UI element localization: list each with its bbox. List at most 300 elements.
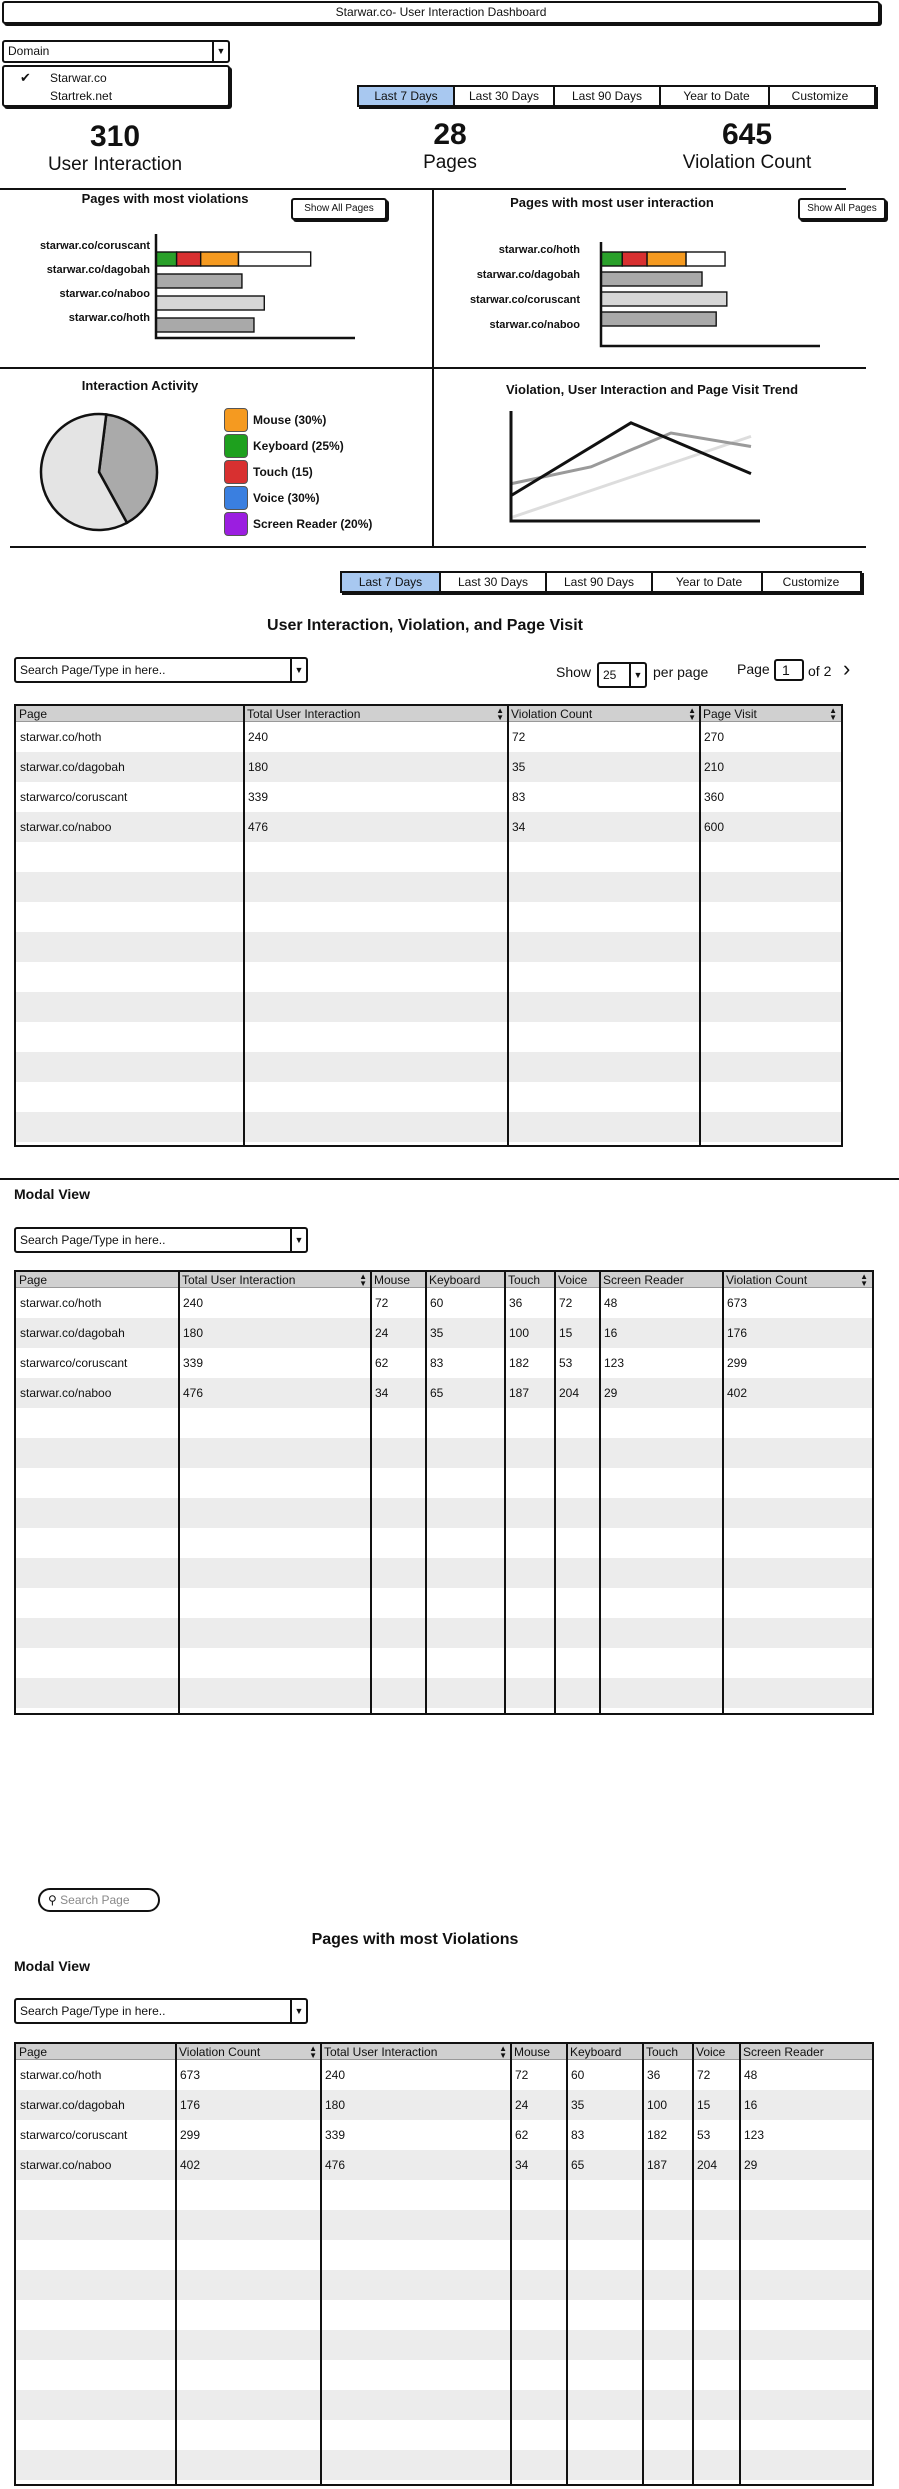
table-cell	[643, 2390, 693, 2420]
sort-icon[interactable]: ▲ ▼	[688, 706, 696, 721]
table-row[interactable]	[16, 2330, 872, 2360]
table-cell: 16	[604, 1326, 618, 1340]
table-cell	[371, 1588, 426, 1618]
table-cell	[555, 1528, 600, 1558]
table-cell: 210	[704, 760, 725, 774]
table-cell	[693, 2180, 740, 2210]
table-row[interactable]	[16, 962, 841, 992]
table-cell	[723, 1708, 872, 1715]
table-cell: 83	[512, 790, 526, 804]
chevron-down-icon[interactable]: ▼	[290, 1229, 306, 1251]
show-all-pages-button[interactable]: Show All Pages	[798, 198, 886, 220]
legend-swatch	[224, 434, 248, 458]
table-cell	[511, 2360, 567, 2390]
table-cell	[371, 1708, 426, 1715]
legend-label: Screen Reader (20%)	[253, 517, 373, 531]
column-header[interactable]	[179, 1272, 371, 1287]
column-header-label: Voice	[558, 1272, 588, 1287]
filter-last-30-days[interactable]: Last 30 Days	[455, 87, 555, 105]
table-cell	[16, 1142, 244, 1147]
table-cell	[700, 992, 841, 1022]
legend-label: Keyboard (25%)	[253, 439, 344, 453]
column-header-label: Keyboard	[570, 2044, 622, 2059]
table-cell: 53	[697, 2128, 711, 2142]
table-row[interactable]	[16, 2360, 872, 2390]
table-cell	[511, 2210, 567, 2240]
domain-select[interactable]	[2, 40, 230, 63]
legend-item	[224, 511, 424, 537]
table-cell	[371, 1618, 426, 1648]
bar-segment	[686, 252, 725, 266]
table-row[interactable]	[16, 2120, 872, 2150]
table-body	[16, 2060, 872, 2486]
column-header[interactable]	[244, 706, 508, 721]
table-cell: 476	[325, 2158, 346, 2172]
table-cell: 53	[559, 1356, 573, 1370]
column-header	[371, 1272, 426, 1287]
table-cell	[244, 842, 508, 872]
column-divider	[504, 1272, 506, 1713]
table-cell	[16, 1708, 179, 1715]
table-cell: 35	[512, 760, 526, 774]
table-cell: 34	[515, 2158, 529, 2172]
column-header	[643, 2044, 693, 2059]
table-cell	[321, 2450, 511, 2480]
table-cell	[567, 2270, 643, 2300]
bar-segment	[239, 252, 311, 266]
column-header[interactable]	[508, 706, 700, 721]
table-cell	[179, 1408, 371, 1438]
column-header	[511, 2044, 567, 2059]
filter-year-to-date[interactable]: Year to Date	[657, 573, 763, 591]
table-cell	[16, 1112, 244, 1142]
table-cell	[700, 1112, 841, 1142]
table-row[interactable]	[16, 992, 841, 1022]
sort-icon[interactable]: ▲ ▼	[496, 706, 504, 721]
table-row[interactable]	[16, 1348, 872, 1378]
bar-label: starwar.co/hoth	[498, 244, 580, 256]
table-cell	[723, 1678, 872, 1708]
table-cell	[740, 2420, 872, 2450]
filter-customize[interactable]: Customize	[782, 575, 840, 589]
table-cell: 240	[183, 1296, 204, 1310]
table-cell	[643, 2210, 693, 2240]
modal-view-table	[14, 1270, 874, 1715]
table-cell: 60	[571, 2068, 585, 2082]
column-header[interactable]	[723, 1272, 872, 1287]
table-cell	[693, 2270, 740, 2300]
table-cell	[179, 1618, 371, 1648]
search-page-pill[interactable]	[38, 1888, 160, 1912]
table-cell	[740, 2360, 872, 2390]
table-cell	[16, 1498, 179, 1528]
search-page-select[interactable]	[14, 1227, 308, 1253]
table-cell	[16, 1618, 179, 1648]
table-row[interactable]	[16, 2150, 872, 2180]
domain-option-starwar[interactable]	[8, 69, 224, 87]
table-cell	[555, 1618, 600, 1648]
column-divider	[243, 706, 245, 1145]
column-header	[16, 1272, 179, 1287]
column-header	[426, 1272, 505, 1287]
table-row[interactable]	[16, 1528, 872, 1558]
table-cell: starwarco/coruscant	[20, 790, 128, 804]
table-cell	[643, 2300, 693, 2330]
table-cell	[16, 1528, 179, 1558]
table-row[interactable]	[16, 1142, 841, 1147]
table-cell	[600, 1648, 723, 1678]
table-cell: starwar.co/hoth	[20, 2068, 102, 2082]
table-cell: 673	[727, 1296, 748, 1310]
table-cell	[723, 1618, 872, 1648]
table-cell: 100	[509, 1326, 530, 1340]
page-number-input[interactable]: 1	[774, 659, 804, 681]
bar-segment	[177, 252, 201, 266]
table-cell	[16, 1558, 179, 1588]
table-cell	[511, 2330, 567, 2360]
table-row[interactable]	[16, 2180, 872, 2210]
table-row[interactable]	[16, 872, 841, 902]
table-row[interactable]	[16, 1022, 841, 1052]
table-cell	[555, 1558, 600, 1588]
stat-value: 310	[89, 120, 141, 153]
table-cell: 72	[515, 2068, 529, 2082]
table-cell	[723, 1558, 872, 1588]
table-cell	[16, 902, 244, 932]
table-header	[16, 2044, 872, 2060]
domain-option-label: Startrek.net	[50, 89, 113, 103]
table-row[interactable]	[16, 2420, 872, 2450]
table-cell	[16, 932, 244, 962]
table-cell: 182	[647, 2128, 668, 2142]
sort-icon[interactable]: ▲ ▼	[309, 2044, 317, 2059]
table-cell	[16, 962, 244, 992]
column-divider	[699, 706, 701, 1145]
sort-icon[interactable]: ▲ ▼	[829, 706, 837, 721]
table-cell	[508, 932, 700, 962]
column-header	[600, 1272, 723, 1287]
filter-last-30-days[interactable]: Last 30 Days	[441, 573, 547, 591]
table-cell	[179, 1528, 371, 1558]
table-cell: 270	[704, 730, 725, 744]
stat-label: Pages	[423, 152, 477, 173]
table-cell: starwar.co/dagobah	[20, 1326, 125, 1340]
table-cell	[555, 1708, 600, 1715]
table-cell: 29	[604, 1386, 618, 1400]
table-cell	[176, 2360, 321, 2390]
table-row[interactable]	[16, 1498, 872, 1528]
stat-label: User Interaction	[47, 154, 183, 175]
per-page-select[interactable]	[597, 662, 647, 688]
table-row[interactable]	[16, 1648, 872, 1678]
table-cell	[176, 2300, 321, 2330]
show-all-pages-button[interactable]: Show All Pages	[291, 198, 387, 220]
table-cell	[505, 1618, 555, 1648]
table-row[interactable]	[16, 1678, 872, 1708]
bar-segment	[156, 274, 242, 288]
table-cell	[16, 992, 244, 1022]
domain-option-startrek[interactable]	[8, 87, 224, 105]
trend-series-line	[511, 423, 751, 496]
table-row[interactable]	[16, 1318, 872, 1348]
table-row[interactable]	[16, 932, 841, 962]
overview-table	[14, 704, 843, 1147]
table-row[interactable]	[16, 752, 841, 782]
table-cell	[700, 932, 841, 962]
page-of-label: of 2	[808, 663, 832, 679]
filter-last-90-days[interactable]: Last 90 Days	[547, 573, 653, 591]
table-cell	[643, 2270, 693, 2300]
table-cell: 15	[559, 1326, 573, 1340]
search-page-select[interactable]	[14, 1998, 308, 2024]
table-cell	[426, 1678, 505, 1708]
table-row[interactable]	[16, 1558, 872, 1588]
table-cell: 476	[183, 1386, 204, 1400]
table-cell: 35	[571, 2098, 585, 2112]
filter-year-to-date[interactable]: Year to Date	[665, 87, 770, 105]
table-cell	[426, 1438, 505, 1468]
search-page-select[interactable]	[14, 657, 308, 683]
table-cell	[176, 2450, 321, 2480]
table-cell: 48	[744, 2068, 758, 2082]
table-cell	[371, 1438, 426, 1468]
column-header-label: Violation Count	[726, 1272, 808, 1287]
table-row[interactable]	[16, 902, 841, 932]
modal-view-title: Modal View	[14, 1958, 90, 1974]
table-cell	[723, 1528, 872, 1558]
domain-select-label: Domain	[8, 44, 50, 58]
table-cell	[505, 1528, 555, 1558]
table-cell	[508, 962, 700, 992]
table-cell	[723, 1588, 872, 1618]
table-cell	[567, 2330, 643, 2360]
table-cell	[16, 1468, 179, 1498]
table-row[interactable]	[16, 2210, 872, 2240]
table-cell	[426, 1528, 505, 1558]
table-cell: 180	[183, 1326, 204, 1340]
table-row[interactable]	[16, 2390, 872, 2420]
table-row[interactable]	[16, 1378, 872, 1408]
table-row[interactable]	[16, 1438, 872, 1468]
table-cell	[555, 1678, 600, 1708]
table-cell	[176, 2480, 321, 2486]
trend-line-chart	[505, 405, 765, 525]
column-header	[740, 2044, 872, 2059]
column-header-label: Violation Count	[179, 2044, 261, 2059]
column-header	[16, 706, 244, 721]
table-cell	[16, 842, 244, 872]
legend-swatch	[224, 512, 248, 536]
panel-title-interaction: Pages with most user interaction	[510, 195, 714, 210]
table-cell	[16, 1052, 244, 1082]
table-cell	[567, 2180, 643, 2210]
table-cell	[176, 2420, 321, 2450]
table-cell	[16, 1648, 179, 1678]
table-row[interactable]	[16, 1288, 872, 1318]
table-cell	[371, 1498, 426, 1528]
table-cell: 35	[430, 1326, 444, 1340]
table-cell: 176	[180, 2098, 201, 2112]
table-cell: 24	[375, 1326, 389, 1340]
bar-label: starwar.co/coruscant	[469, 294, 580, 306]
table-cell: starwar.co/dagobah	[20, 2098, 125, 2112]
table-cell	[505, 1408, 555, 1438]
table-cell	[426, 1648, 505, 1678]
table-cell: 339	[248, 790, 269, 804]
stat-user-interaction	[20, 120, 210, 176]
column-divider	[692, 2044, 694, 2484]
table-cell	[511, 2300, 567, 2330]
table-cell	[723, 1648, 872, 1678]
table-cell	[600, 1558, 723, 1588]
legend-label: Voice (30%)	[253, 491, 320, 505]
chevron-down-icon[interactable]: ▼	[629, 664, 645, 686]
next-page-icon[interactable]: ›	[843, 656, 851, 681]
table-row[interactable]	[16, 1082, 841, 1112]
table-cell: 182	[509, 1356, 530, 1370]
sort-icon[interactable]: ▲ ▼	[860, 1272, 868, 1287]
table-cell: starwarco/coruscant	[20, 1356, 128, 1370]
table-cell	[16, 2180, 176, 2210]
sort-icon[interactable]: ▲ ▼	[359, 1272, 367, 1287]
table-cell: 29	[744, 2158, 758, 2172]
table-cell	[244, 872, 508, 902]
filter-last-7-days[interactable]: Last 7 Days	[342, 573, 441, 591]
bar-label: starwar.co/hoth	[68, 312, 150, 324]
table-cell	[740, 2390, 872, 2420]
column-header-label: Screen Reader	[743, 2044, 824, 2059]
table-cell: starwarco/coruscant	[20, 2128, 128, 2142]
bar-segment	[156, 296, 264, 310]
legend-swatch	[224, 486, 248, 510]
table-cell	[693, 2240, 740, 2270]
table-cell	[555, 1588, 600, 1618]
table-cell: starwar.co/hoth	[20, 1296, 102, 1310]
table-cell	[16, 1082, 244, 1112]
table-row[interactable]	[16, 1408, 872, 1438]
column-header[interactable]	[700, 706, 841, 721]
interaction-legend	[224, 407, 424, 537]
table-cell	[176, 2180, 321, 2210]
table-cell	[16, 1588, 179, 1618]
table-cell: 36	[509, 1296, 523, 1310]
table-row[interactable]	[16, 1468, 872, 1498]
table-row[interactable]	[16, 2090, 872, 2120]
table-cell	[511, 2420, 567, 2450]
sort-icon[interactable]: ▲ ▼	[499, 2044, 507, 2059]
table-row[interactable]	[16, 2480, 872, 2486]
table-cell	[700, 962, 841, 992]
table-cell	[321, 2480, 511, 2486]
bar-segment	[156, 318, 254, 332]
table-row[interactable]	[16, 2060, 872, 2090]
table-cell	[16, 2270, 176, 2300]
table-header	[16, 1272, 872, 1288]
table-row[interactable]	[16, 1112, 841, 1142]
stat-pages	[355, 118, 545, 174]
chevron-down-icon[interactable]: ▼	[290, 2000, 306, 2022]
table-cell	[508, 1022, 700, 1052]
table-cell	[700, 1142, 841, 1147]
table-row[interactable]	[16, 1618, 872, 1648]
table-cell	[740, 2300, 872, 2330]
table-cell	[693, 2330, 740, 2360]
table-cell	[321, 2300, 511, 2330]
column-header[interactable]	[321, 2044, 511, 2059]
table-cell	[511, 2180, 567, 2210]
legend-item	[224, 407, 424, 433]
bar-segment	[622, 252, 647, 266]
table-row[interactable]	[16, 842, 841, 872]
table-cell: 123	[744, 2128, 765, 2142]
table-cell	[176, 2330, 321, 2360]
bar-segment	[601, 312, 716, 326]
table-cell	[371, 1528, 426, 1558]
table-cell	[643, 2180, 693, 2210]
column-header-label: Voice	[696, 2044, 726, 2059]
column-header-label: Page	[19, 1272, 48, 1287]
table-row[interactable]	[16, 2450, 872, 2480]
table-cell	[643, 2480, 693, 2486]
table-cell: 65	[571, 2158, 585, 2172]
table-row[interactable]	[16, 1052, 841, 1082]
column-header[interactable]	[176, 2044, 321, 2059]
column-header-label: Total User Interaction	[324, 2044, 438, 2059]
filter-last-7-days[interactable]: Last 7 Days	[359, 87, 455, 105]
table-cell	[740, 2330, 872, 2360]
column-header-label: Total User Interaction	[182, 1272, 296, 1287]
table-cell	[600, 1618, 723, 1648]
search-placeholder: Search Page/Type in here..	[20, 663, 166, 677]
chevron-down-icon[interactable]: ▼	[212, 42, 228, 61]
table-cell	[567, 2240, 643, 2270]
table-cell: 36	[647, 2068, 661, 2082]
table-row[interactable]	[16, 782, 841, 812]
stat-violation-count	[652, 118, 842, 174]
table-cell: 48	[604, 1296, 618, 1310]
bar-segment	[156, 252, 177, 266]
table-cell	[371, 1648, 426, 1678]
legend-item	[224, 433, 424, 459]
table-cell: 65	[430, 1386, 444, 1400]
table-row[interactable]	[16, 2300, 872, 2330]
table-cell: 187	[509, 1386, 530, 1400]
table-cell	[511, 2270, 567, 2300]
table-row[interactable]	[16, 722, 841, 752]
table-cell	[508, 1082, 700, 1112]
table-cell: 16	[744, 2098, 758, 2112]
bar-label: starwar.co/naboo	[489, 319, 580, 331]
filter-last-90-days[interactable]: Last 90 Days	[555, 87, 661, 105]
table-row[interactable]	[16, 2270, 872, 2300]
table-cell	[555, 1498, 600, 1528]
table-row[interactable]	[16, 812, 841, 842]
filter-customize[interactable]: Customize	[791, 89, 849, 103]
table-cell	[567, 2480, 643, 2486]
table-cell	[508, 1052, 700, 1082]
table-cell	[600, 1708, 723, 1715]
table-cell	[508, 902, 700, 932]
table-cell	[371, 1558, 426, 1588]
table-row[interactable]	[16, 1708, 872, 1715]
chevron-down-icon[interactable]: ▼	[290, 659, 306, 681]
table-cell	[693, 2480, 740, 2486]
table-cell	[567, 2300, 643, 2330]
page-label: Page	[737, 661, 770, 677]
table-row[interactable]	[16, 2240, 872, 2270]
table-row[interactable]	[16, 1588, 872, 1618]
column-header-label: Mouse	[374, 1272, 411, 1287]
